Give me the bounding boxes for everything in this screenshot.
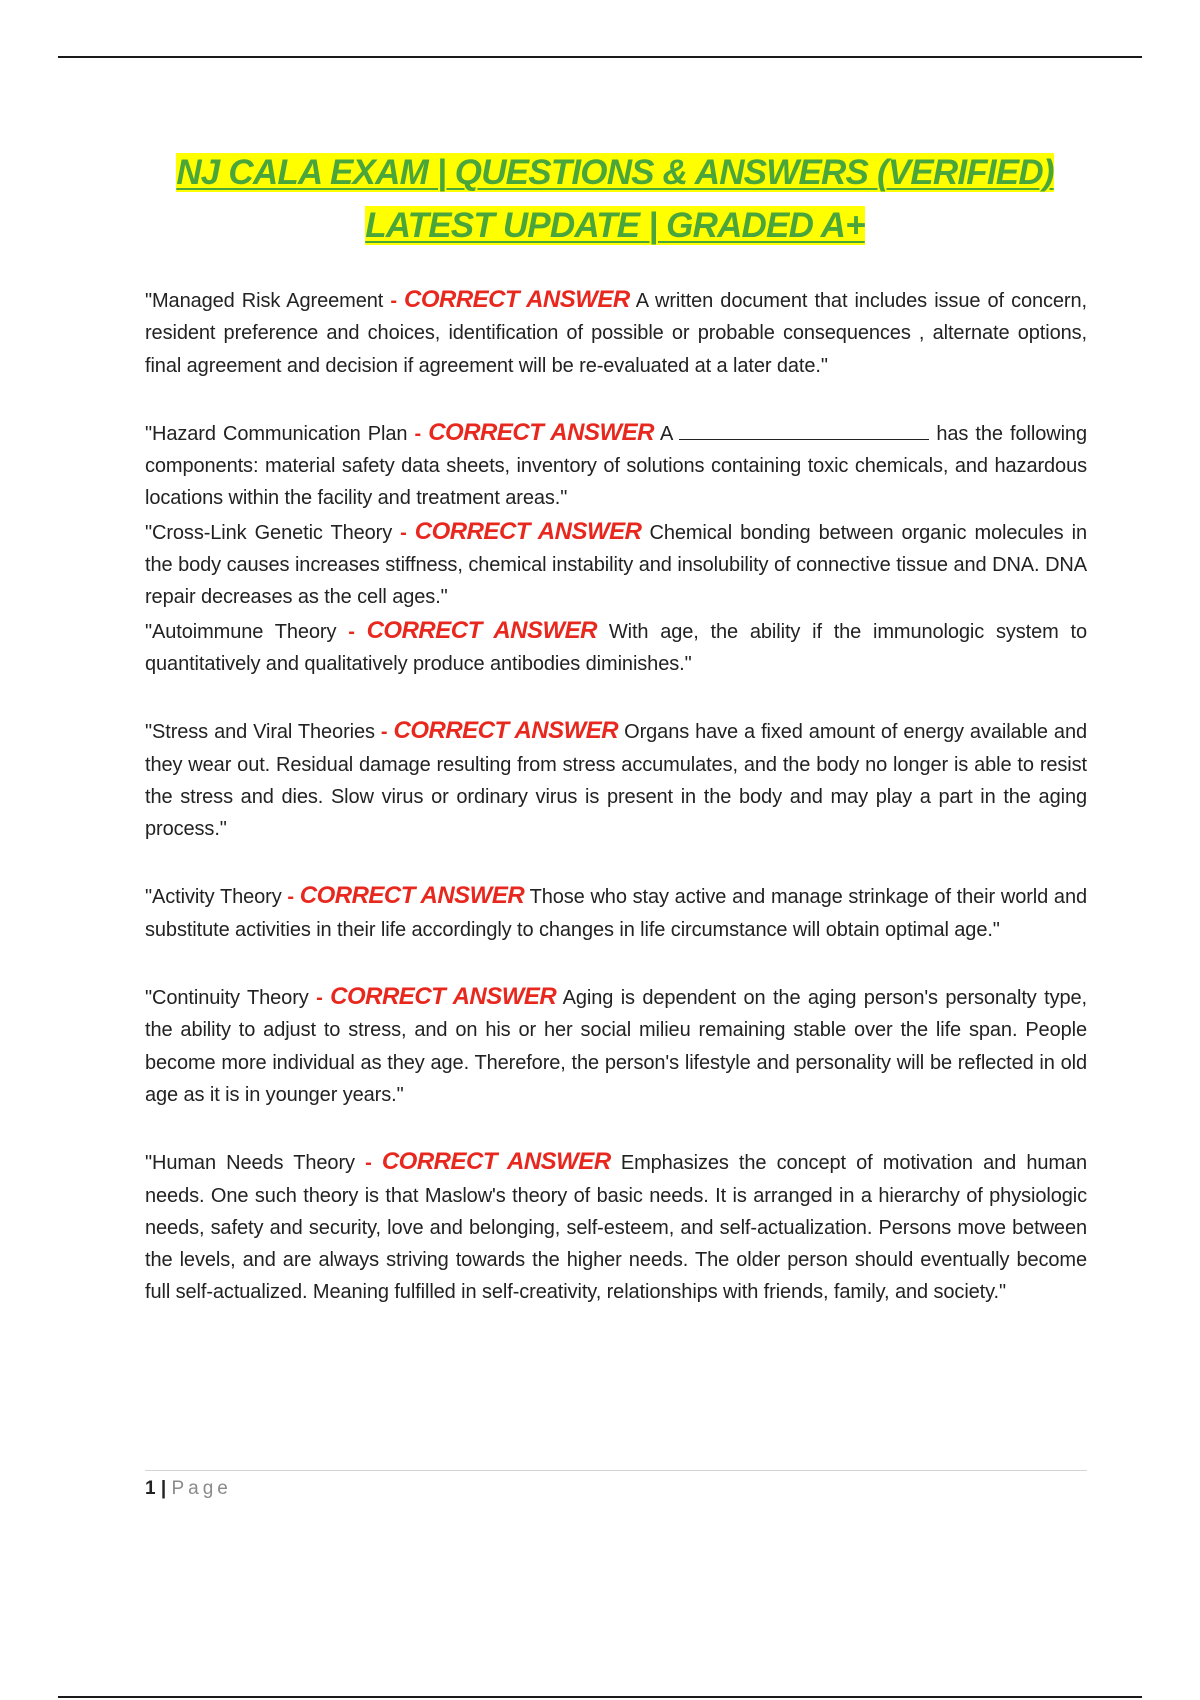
qa-term: "Cross-Link Genetic Theory bbox=[145, 521, 393, 544]
qa-answer: has the following components: material safety data sheets, inventory of solutions containing toxic chemicals, and hazardous locations within the facility and treatment areas." bbox=[145, 422, 1087, 510]
qa-term: "Stress and Viral Theories bbox=[145, 721, 375, 744]
qa-term: "Managed Risk Agreement bbox=[145, 290, 384, 312]
qa-answer: Those who stay active and manage strinkage of their world and substitute activities in their life accordingly to changes in life circumstance will obtain optimal age." bbox=[145, 886, 1087, 941]
qa-answer: Emphasizes the concept of motivation and human needs. One such theory is that Maslow's theory of basic needs. It is arranged in a hierarchy of physiologic needs, safety and security, love and belonging, self-esteem, and self-actualization. Persons move between the levels, and are always striving towards the higher needs. The older person should eventually become full self-actualized. Meaning fulfilled in self-creativity, relationships with friends, family, and society." bbox=[145, 1152, 1087, 1304]
page-footer bbox=[145, 1470, 1087, 1503]
qa-answer: A written document that includes issue of concern, resident preference and choices, identification of possible or probable consequences , alternate options, final agreement and decision if agreement will be re-evaluated at a later date." bbox=[145, 290, 1087, 377]
header-rule bbox=[58, 56, 1142, 58]
qa-entry-activity bbox=[145, 880, 1087, 946]
qa-separator: - bbox=[316, 987, 323, 1010]
qa-separator: - bbox=[380, 721, 388, 744]
footer-divider: | bbox=[160, 1478, 167, 1499]
qa-answer: Aging is dependent on the aging person's personalty type, the ability to adjust to stress, and on his or her social milieu remaining stable over the life span. People become more individual as they age. Therefore, the person's lifestyle and personality will be reflected in old age as it is in younger years." bbox=[145, 987, 1087, 1106]
footer-rule bbox=[58, 1696, 1142, 1698]
qa-answer: Chemical bonding between organic molecules in the body causes increases stiffness, chemical instability and insolubility of connective tissue and DNA. DNA repair decreases as the cell ages." bbox=[145, 521, 1087, 609]
page-number: 1 bbox=[145, 1478, 156, 1499]
qa-entry-human-needs bbox=[145, 1146, 1087, 1308]
qa-separator: - bbox=[287, 886, 294, 909]
qa-separator: - bbox=[365, 1152, 372, 1175]
qa-separator: - bbox=[390, 290, 397, 312]
title-line-1: NJ CALA EXAM | QUESTIONS & ANSWERS (VERIFIED) bbox=[176, 153, 1054, 192]
qa-entry-managed-risk bbox=[145, 284, 1087, 382]
qa-term: "Continuity Theory bbox=[145, 987, 309, 1010]
qa-separator: - bbox=[414, 422, 422, 445]
qa-entry-cross-link bbox=[145, 516, 1087, 614]
correct-answer-label: CORRECT ANSWER bbox=[299, 882, 525, 910]
qa-entry-autoimmune bbox=[145, 615, 1087, 681]
qa-entry-stress-viral bbox=[145, 715, 1087, 845]
qa-separator: - bbox=[348, 620, 355, 643]
correct-answer-label: CORRECT ANSWER bbox=[330, 983, 557, 1011]
qa-answer: Organs have a fixed amount of energy available and they wear out. Residual damage resulting from stress accumulates, and the body no longer is able to resist the stress and dies. Slow virus or ordinary virus is present in the body and may play a part in the aging process." bbox=[145, 721, 1087, 841]
qa-term: "Human Needs Theory bbox=[145, 1152, 355, 1175]
document-title bbox=[145, 146, 1085, 252]
qa-entry-hazard-communication bbox=[145, 417, 1087, 515]
correct-answer-label: CORRECT ANSWER bbox=[381, 1148, 611, 1176]
correct-answer-label: CORRECT ANSWER bbox=[414, 517, 642, 545]
qa-term: "Hazard Communication Plan bbox=[145, 422, 408, 445]
qa-answer: With age, the ability if the immunologic system to quantitatively and qualitatively produce antibodies diminishes." bbox=[145, 620, 1087, 675]
correct-answer-label: CORRECT ANSWER bbox=[393, 717, 619, 745]
qa-entry-continuity bbox=[145, 981, 1087, 1111]
qa-separator: - bbox=[400, 521, 407, 544]
correct-answer-label: CORRECT ANSWER bbox=[428, 418, 654, 446]
correct-answer-label: CORRECT ANSWER bbox=[366, 616, 598, 644]
qa-list bbox=[145, 284, 1087, 1309]
title-line-2: LATEST UPDATE | GRADED A+ bbox=[365, 206, 865, 245]
qa-answer-prefix: A bbox=[659, 422, 673, 445]
correct-answer-label: CORRECT ANSWER bbox=[404, 286, 630, 313]
qa-term: "Activity Theory bbox=[145, 886, 282, 909]
qa-term: "Autoimmune Theory bbox=[145, 620, 337, 643]
fill-in-blank-line bbox=[679, 421, 929, 440]
page-label: Page bbox=[171, 1478, 232, 1499]
